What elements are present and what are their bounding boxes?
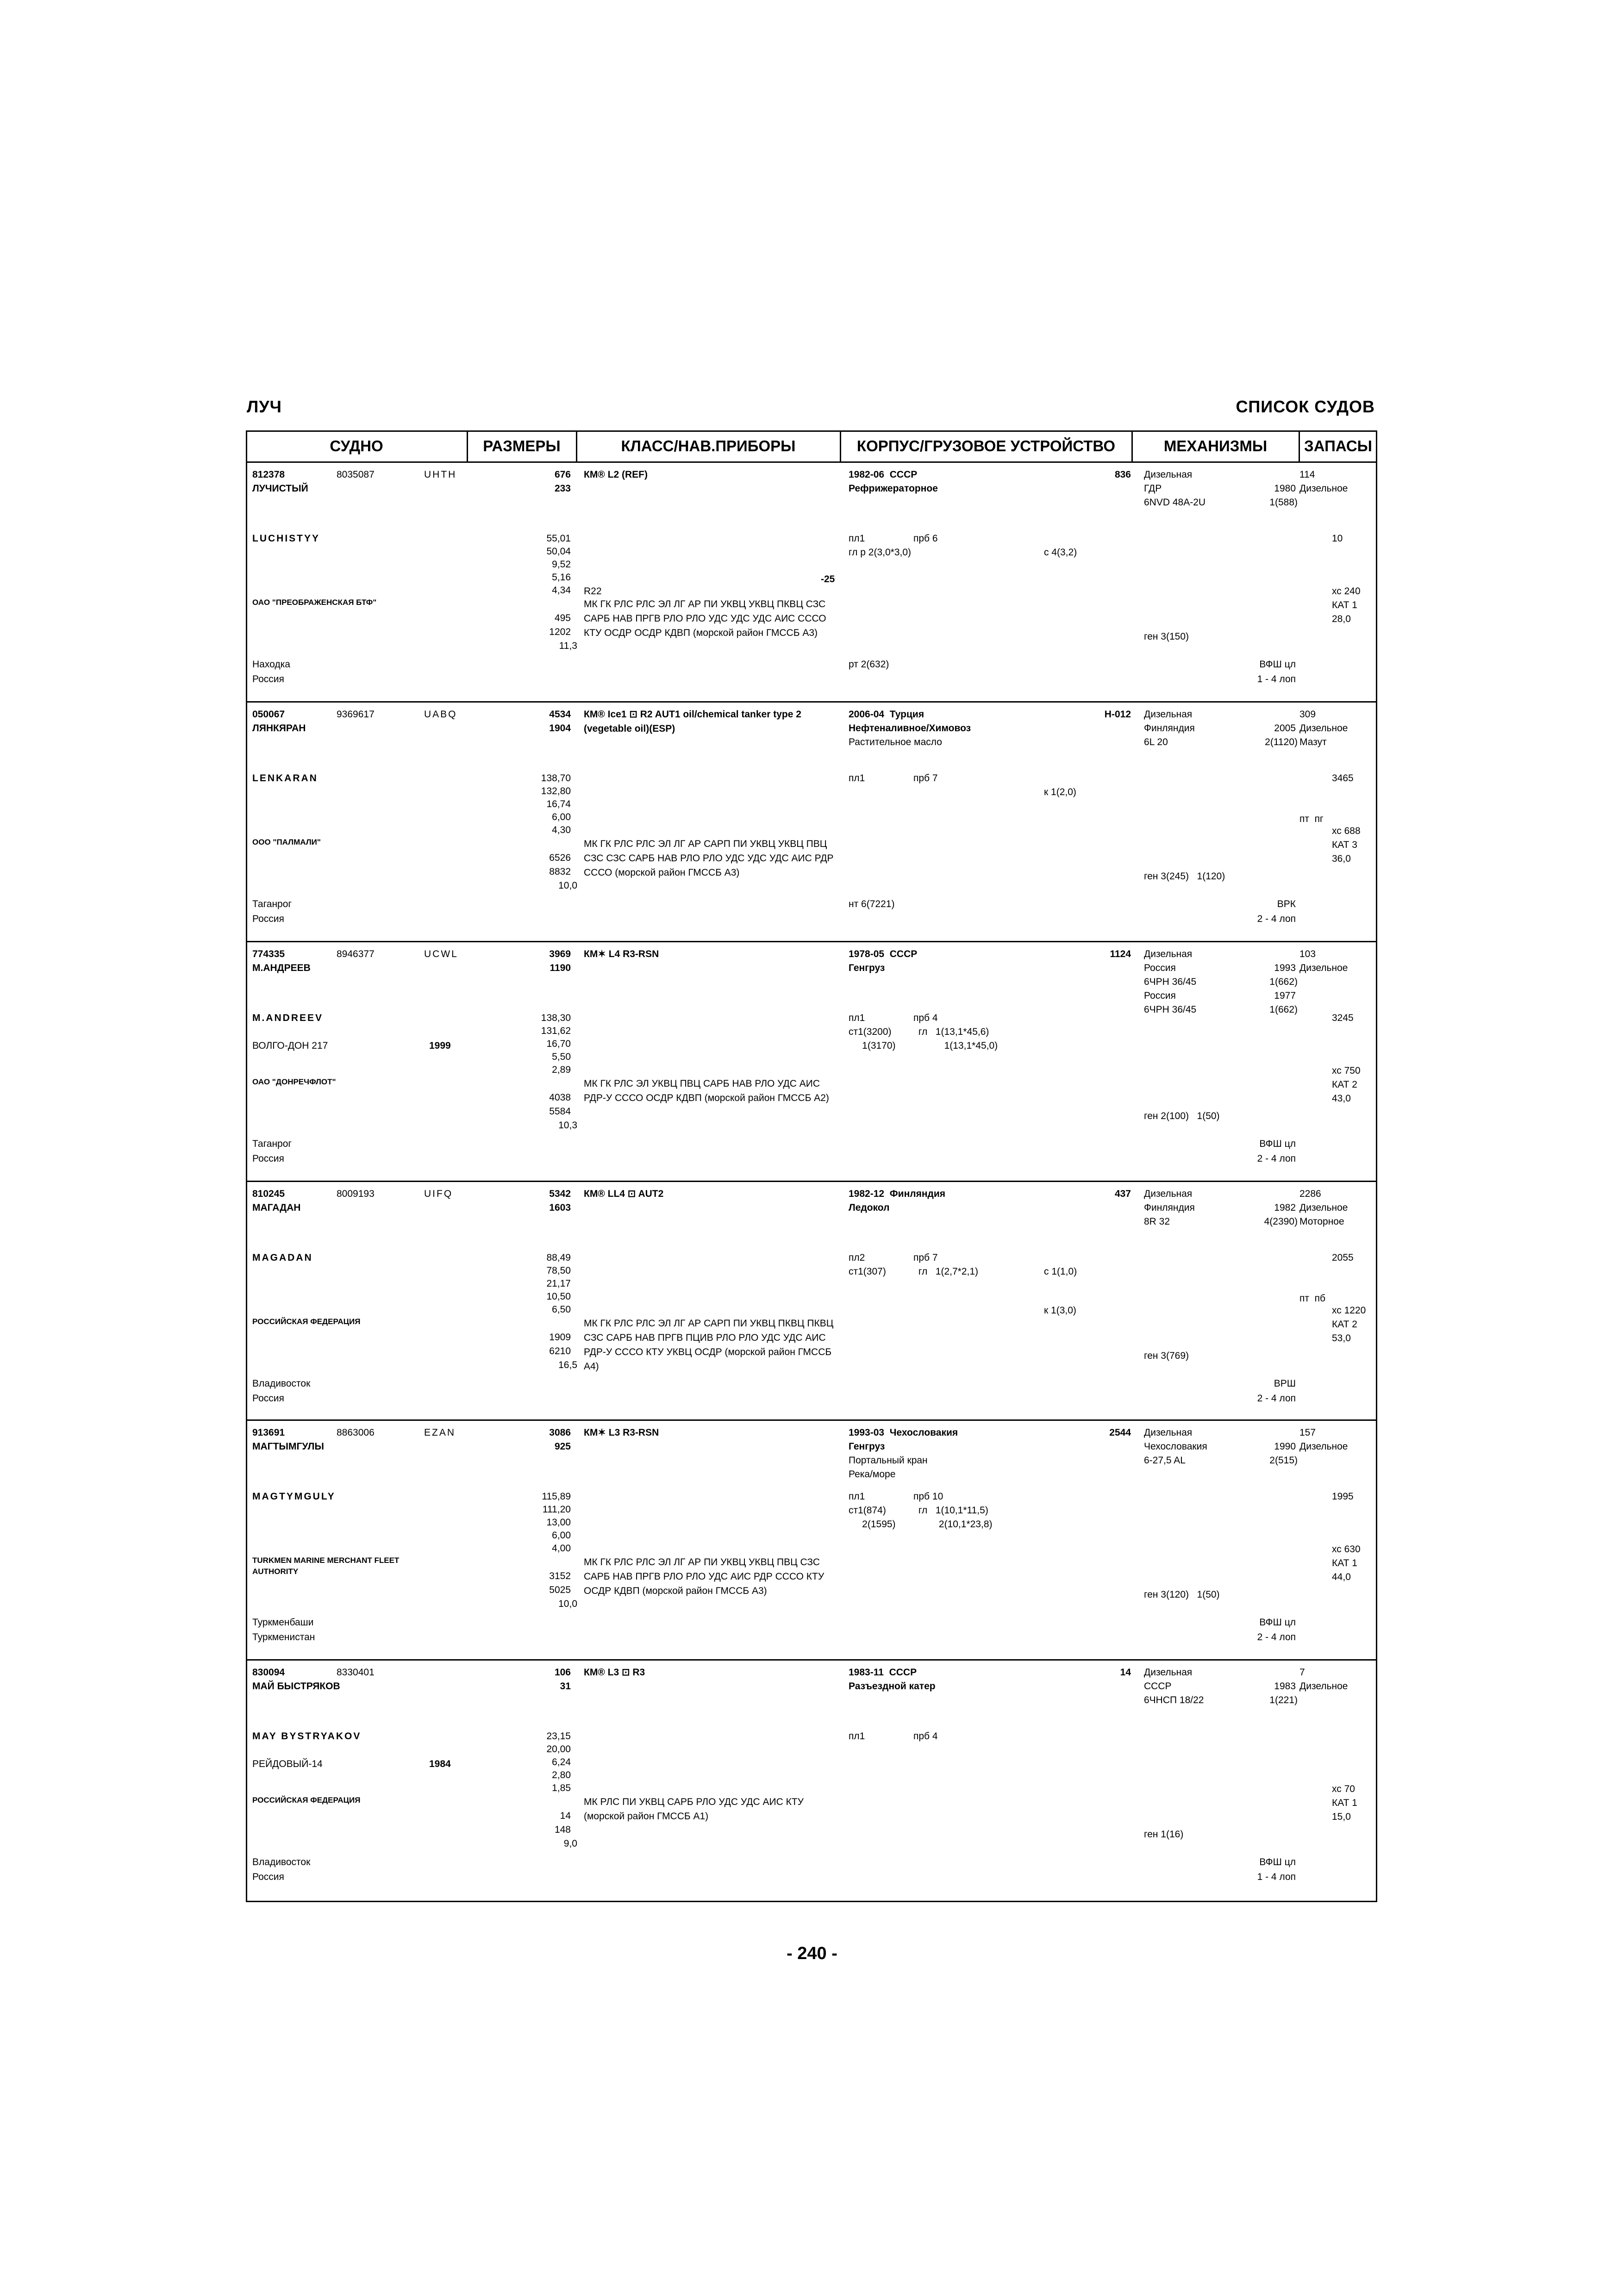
speed: 10,0: [558, 1599, 577, 1609]
dimension-value: 138,30: [541, 1013, 571, 1023]
hull-deck: пл1: [849, 1731, 865, 1742]
hull-bulkheads: прб 6: [913, 533, 938, 544]
flag-country: Россия: [252, 674, 284, 684]
ship-name-latin: LUCHISTYY: [252, 533, 320, 544]
speed: 16,5: [558, 1360, 577, 1370]
hold-temperature: -25: [821, 574, 835, 585]
cargo-gear: к 1(3,0): [1044, 1305, 1076, 1316]
engine-model: 6NVD 48A-2U: [1144, 497, 1206, 508]
tank-capacity: рт 2(632): [849, 659, 889, 670]
net-tonnage: 1904: [549, 723, 571, 734]
engine-model: 6L 20: [1144, 737, 1168, 747]
hull-deck: пл1: [849, 1491, 865, 1502]
rescue-power: хс 1220: [1332, 1305, 1366, 1316]
displacement: 6210: [549, 1346, 571, 1356]
category: КАТ 2: [1332, 1079, 1357, 1090]
endurance: 3465: [1332, 773, 1354, 784]
call-sign: UABQ: [424, 709, 457, 720]
ship-record: [246, 1421, 1377, 1661]
dimension-value: 50,04: [546, 546, 571, 557]
project-number: 437: [1114, 1188, 1131, 1199]
propeller-blades: 1 - 4 лоп: [1257, 1872, 1296, 1882]
cargo-gear: с 1(1,0): [1044, 1266, 1077, 1277]
net-tonnage: 1190: [550, 963, 571, 973]
column-divider: [576, 430, 577, 463]
stores-value: 157: [1299, 1427, 1316, 1438]
imo-number: 8946377: [337, 949, 375, 959]
hull-bulkheads: прб 7: [913, 773, 938, 784]
hull-bulkheads: прб 4: [913, 1731, 938, 1742]
engine-power: 1(588): [1269, 497, 1298, 508]
stores-value: 7: [1299, 1667, 1305, 1678]
home-port: Таганрог: [252, 1139, 292, 1149]
dimension-value: 2,80: [552, 1770, 571, 1780]
net-tonnage: 31: [560, 1681, 571, 1692]
class-notation: КМ® L2 (REF): [584, 469, 648, 480]
engine-country: Чехословакия: [1144, 1441, 1207, 1452]
fuel-type: Дизельное: [1299, 723, 1348, 734]
navigation-equipment: МК РЛС ПИ УКВЦ САРБ РЛО УДС УДС АИС КТУ (морской район ГМССБ А1): [584, 1797, 804, 1822]
hull-bulkheads: прб 4: [913, 1013, 938, 1023]
column-divider: [467, 430, 468, 463]
engine2-year: 1977: [1274, 990, 1296, 1001]
class-notation: КМ® LL4 ⊡ AUT2: [584, 1188, 664, 1199]
home-port: Туркменбаши: [252, 1617, 314, 1628]
dimension-value: 4,30: [552, 825, 571, 835]
category: КАТ 1: [1332, 600, 1357, 610]
gross-tonnage: 5342: [549, 1188, 571, 1199]
propeller: ВФШ цл: [1259, 1857, 1296, 1867]
cargo-holds: ст1(874) гл 1(10,1*11,5): [849, 1505, 988, 1516]
project-number: 1124: [1110, 949, 1131, 959]
project-number: 2544: [1109, 1427, 1131, 1438]
owner: ОАО "ПРЕОБРАЖЕНСКАЯ БТФ": [252, 598, 377, 607]
ship-record: [246, 1661, 1377, 1901]
gross-tonnage: 3086: [549, 1427, 571, 1438]
registry-number: 810245: [252, 1188, 285, 1199]
imo-number: 8863006: [337, 1427, 375, 1438]
stores-value: 2286: [1299, 1188, 1321, 1199]
column-divider: [840, 430, 841, 463]
former-name: РЕЙДОВЫЙ-14: [252, 1759, 323, 1769]
engine-type: Дизельная: [1144, 1667, 1193, 1678]
dimension-value: 20,00: [546, 1744, 571, 1755]
class-notation: КМ® L3 ⊡ R3: [584, 1667, 645, 1678]
call-sign: EZAN: [424, 1427, 456, 1438]
cargo-gear: к 1(2,0): [1044, 787, 1076, 797]
engine-type: Дизельная: [1144, 1188, 1193, 1199]
dimension-value: 88,49: [546, 1252, 571, 1263]
dimension-value: 132,80: [541, 786, 571, 796]
ship-type: Нефтеналивное/Химовоз: [849, 723, 971, 734]
cargo-holds: 1(3170) 1(13,1*45,0): [849, 1040, 998, 1051]
cargo-holds: 2(1595) 2(10,1*23,8): [849, 1519, 993, 1530]
owner: ООО "ПАЛМАЛИ": [252, 838, 321, 846]
autonomy: 36,0: [1332, 853, 1351, 864]
category: КАТ 3: [1332, 840, 1357, 850]
registry-number: 050067: [252, 709, 285, 720]
engine-model: 8R 32: [1144, 1216, 1170, 1227]
stores-value: 114: [1299, 469, 1315, 480]
propeller: ВРШ: [1274, 1378, 1296, 1389]
displacement: 1202: [549, 627, 571, 637]
former-name-year: 1999: [429, 1040, 451, 1051]
fuel-type: Мазут: [1299, 737, 1327, 747]
hull-deck: пл1: [849, 1013, 865, 1023]
propeller-blades: 2 - 4 лоп: [1257, 1393, 1296, 1404]
rescue-power: хс 688: [1332, 826, 1361, 836]
project-number: Н-012: [1104, 709, 1131, 720]
page-number: - 240 -: [787, 1944, 837, 1963]
hull-bulkheads: прб 10: [913, 1491, 943, 1502]
displacement: 8832: [549, 866, 571, 877]
engine-type: Дизельная: [1144, 709, 1193, 720]
ship-type: Генгруз: [849, 963, 885, 973]
engine-power: 2(1120): [1265, 737, 1298, 747]
call-sign: UIFQ: [424, 1188, 453, 1199]
displacement: 148: [554, 1824, 571, 1835]
engine-year: 1982: [1274, 1202, 1296, 1213]
dimension-value: 111,20: [542, 1504, 571, 1515]
dimension-value: 16,74: [546, 799, 571, 809]
propeller-blades: 2 - 4 лоп: [1257, 1632, 1296, 1643]
dimension-value: 55,01: [546, 533, 571, 544]
home-port: Владивосток: [252, 1857, 311, 1867]
ship-name: МАГАДАН: [252, 1202, 301, 1213]
home-port: Владивосток: [252, 1378, 311, 1389]
class-notation: КМ✶ L4 R3-RSN: [584, 949, 659, 959]
ship-type: Ледокол: [849, 1202, 890, 1213]
net-tonnage: 233: [554, 483, 571, 494]
ship-name-latin: LENKARAN: [252, 773, 318, 784]
dimension-value: 78,50: [546, 1265, 571, 1276]
ship-name: МАГТЫМГУЛЫ: [252, 1441, 324, 1452]
navigation-equipment: МК ГК РЛС РЛС ЭЛ ЛГ АР ПИ УКВЦ УКВЦ ПВЦ СЗС САРБ НАВ ПРГВ РЛО РЛО УДС АИС РДР СССО КТУ ОСДР КДВП (морской район ГМССБ А3): [584, 1557, 824, 1596]
cargo-holds: гл р 2(3,0*3,0): [849, 547, 912, 558]
autonomy: 44,0: [1332, 1572, 1351, 1582]
endurance: 3245: [1332, 1013, 1354, 1023]
hull-deck: пл2: [849, 1252, 865, 1263]
engine-type: Дизельная: [1144, 949, 1193, 959]
navigation-equipment: МК ГК РЛС РЛС ЭЛ ЛГ АР САРП ПИ УКВЦ УКВЦ ПВЦ СЗС СЗС САРБ НАВ РЛО РЛО УДС УДС УДС АИС РДР СССО (морской район ГМССБ А3): [584, 839, 834, 878]
column-divider: [1299, 430, 1300, 463]
hull-deck: пл1: [849, 773, 865, 784]
registry-number: 812378: [252, 469, 285, 480]
ship-name-latin: MAY BYSTRYAKOV: [252, 1731, 362, 1742]
engine-year: 1983: [1274, 1681, 1296, 1692]
rescue-power: хс 630: [1332, 1544, 1361, 1555]
hull-bulkheads: прб 7: [913, 1252, 938, 1263]
engine-year: 1993: [1274, 963, 1296, 973]
ship-name-latin: MAGTYMGULY: [252, 1491, 336, 1502]
refrigerant: R22: [584, 586, 602, 597]
dimension-value: 13,00: [546, 1517, 571, 1528]
navigation-equipment: МК ГК РЛС ЭЛ УКВЦ ПВЦ САРБ НАВ РЛО УДС АИС РДР-У СССО ОСДР КДВП (морской район ГМССБ А2): [584, 1078, 829, 1103]
column-header-vessel: СУДНО: [246, 430, 467, 463]
former-name-year: 1984: [429, 1759, 451, 1769]
project-number: 14: [1120, 1667, 1131, 1678]
stores-value: 103: [1299, 949, 1316, 959]
ship-name: ЛУЧИСТЫЙ: [252, 483, 308, 494]
deadweight: 3152: [549, 1571, 571, 1581]
ship-name: МАЙ БЫСТРЯКОВ: [252, 1681, 340, 1692]
column-header-class: КЛАСС/НАВ.ПРИБОРЫ: [576, 430, 840, 463]
endurance: 10: [1332, 533, 1343, 544]
net-tonnage: 925: [554, 1441, 571, 1452]
deadweight: 495: [554, 613, 571, 623]
autonomy: 28,0: [1332, 614, 1351, 624]
registry-number: 774335: [252, 949, 285, 959]
registry-number: 830094: [252, 1667, 285, 1678]
column-header-dimensions: РАЗМЕРЫ: [467, 430, 576, 463]
generators: ген 3(245) 1(120): [1144, 871, 1225, 882]
engine-power: 1(662): [1269, 977, 1298, 987]
dimension-value: 10,50: [546, 1291, 571, 1302]
imo-number: 9369617: [337, 709, 375, 720]
dimension-value: 5,16: [552, 572, 571, 583]
rescue-power: хс 70: [1332, 1784, 1355, 1794]
owner: ОАО "ДОНРЕЧФЛОТ": [252, 1077, 336, 1086]
build-date-country: 1982-06 СССР: [849, 469, 918, 480]
autonomy: 15,0: [1332, 1811, 1351, 1822]
column-header-machinery: МЕХАНИЗМЫ: [1132, 430, 1299, 463]
cargo-holds: ст1(3200) гл 1(13,1*45,6): [849, 1027, 989, 1037]
cargo-holds: ст1(307) гл 1(2,7*2,1): [849, 1266, 979, 1277]
engine2-country: Россия: [1144, 990, 1176, 1001]
running-header-right: СПИСОК СУДОВ: [1236, 397, 1375, 416]
build-date-country: 1978-05 СССР: [849, 949, 918, 959]
dimension-value: 6,50: [552, 1304, 571, 1315]
speed: 10,3: [558, 1120, 577, 1131]
call-sign: UCWL: [424, 949, 458, 959]
engine-power: 1(221): [1269, 1695, 1298, 1705]
engine-model: 6ЧРН 36/45: [1144, 977, 1197, 987]
ship-type: Разъездной катер: [849, 1681, 936, 1692]
dimension-value: 5,50: [552, 1052, 571, 1062]
engine-country: СССР: [1144, 1681, 1172, 1692]
ship-name: М.АНДРЕЕВ: [252, 963, 311, 973]
displacement: 5025: [549, 1585, 571, 1595]
displacement: 5584: [549, 1106, 571, 1117]
column-header-stores: ЗАПАСЫ: [1299, 430, 1377, 463]
deadweight: 14: [560, 1811, 571, 1821]
flag-country: Россия: [252, 1393, 284, 1404]
dimension-value: 9,52: [552, 559, 571, 570]
dimension-value: 6,00: [552, 1530, 571, 1541]
engine-country: Финляндия: [1144, 1202, 1195, 1213]
running-header-left: ЛУЧ: [247, 397, 282, 416]
engine-year: 1990: [1274, 1441, 1296, 1452]
autonomy: 43,0: [1332, 1093, 1351, 1104]
generators: ген 3(120) 1(50): [1144, 1589, 1220, 1600]
build-date-country: 1993-03 Чехословакия: [849, 1427, 958, 1438]
net-tonnage: 1603: [549, 1202, 571, 1213]
imo-number: 8035087: [337, 469, 375, 480]
ship-name-latin: MAGADAN: [252, 1252, 313, 1263]
imo-number: 8009193: [337, 1188, 375, 1199]
cargo-gear: с 4(3,2): [1044, 547, 1077, 558]
ship-record: [246, 1182, 1377, 1421]
owner: TURKMEN MARINE MERCHANT FLEET AUTHORITY: [252, 1556, 400, 1576]
rescue-power: хс 750: [1332, 1065, 1361, 1076]
engine-country: ГДР: [1144, 483, 1162, 494]
fuel-type: Дизельное: [1299, 963, 1348, 973]
ship-subtype: Растительное масло: [849, 737, 942, 747]
fuel-type: Дизельное: [1299, 483, 1348, 494]
propeller: ВФШ цл: [1259, 659, 1296, 670]
dimension-value: 131,62: [541, 1026, 571, 1036]
owner: РОССИЙСКАЯ ФЕДЕРАЦИЯ: [252, 1317, 361, 1326]
generators: ген 1(16): [1144, 1829, 1184, 1840]
speed: 10,0: [558, 880, 577, 891]
speed: 11,3: [559, 641, 577, 651]
dimension-value: 6,00: [552, 812, 571, 822]
flag-country: Туркменистан: [252, 1632, 315, 1643]
category: КАТ 1: [1332, 1798, 1357, 1808]
home-port: Находка: [252, 659, 290, 670]
engine-model: 6-27,5 AL: [1144, 1455, 1186, 1466]
dimension-value: 4,34: [552, 585, 571, 596]
class-notation: КМ® Ice1 ⊡ R2 AUT1 oil/chemical tanker type 2 (vegetable oil)(ESP): [584, 709, 801, 734]
ship-record: [246, 942, 1377, 1182]
call-sign: UHTH: [424, 469, 457, 480]
owner: РОССИЙСКАЯ ФЕДЕРАЦИЯ: [252, 1796, 361, 1804]
navigation-equipment: МК ГК РЛС РЛС ЭЛ ЛГ АР ПИ УКВЦ УКВЦ ПКВЦ СЗС САРБ НАВ ПРГВ РЛО РЛО УДС УДС УДС АИС СССО КТУ ОСДР ОСДР КДВП (морской район ГМССБ А3): [584, 599, 826, 638]
propeller-blades: 1 - 4 лоп: [1257, 674, 1296, 684]
registry-number: 913691: [252, 1427, 285, 1438]
stores-notes: пт пг: [1299, 814, 1324, 824]
build-date-country: 2006-04 Турция: [849, 709, 924, 720]
propeller: ВРК: [1277, 899, 1296, 909]
ship-record: [246, 703, 1377, 942]
navigation-equipment: МК ГК РЛС РЛС ЭЛ ЛГ АР САРП ПИ УКВЦ ПКВЦ ПКВЦ СЗС САРБ НАВ ПРГВ ПЦИВ РЛО РЛО УДС УДС АИС РДР-У СССО КТУ УКВЦ ОСДР (морской район ГМССБ А4): [584, 1318, 834, 1372]
endurance: 1995: [1332, 1491, 1354, 1502]
column-header-hull: КОРПУС/ГРУЗОВОЕ УСТРОЙСТВО: [840, 430, 1132, 463]
hull-deck: пл1: [849, 533, 865, 544]
engine-model: 6ЧНСП 18/22: [1144, 1695, 1204, 1705]
dimension-value: 23,15: [546, 1731, 571, 1742]
ship-name-latin: M.ANDREEV: [252, 1013, 324, 1023]
ship-subtype: Портальный кран: [849, 1455, 928, 1466]
imo-number: 8330401: [337, 1667, 375, 1678]
ship-type: Генгруз: [849, 1441, 885, 1452]
column-divider: [1131, 430, 1133, 463]
engine-country: Россия: [1144, 963, 1176, 973]
propeller: ВФШ цл: [1259, 1139, 1296, 1149]
deadweight: 1909: [549, 1332, 571, 1343]
flag-country: Россия: [252, 1153, 284, 1164]
engine-power: 4(2390): [1264, 1216, 1298, 1227]
autonomy: 53,0: [1332, 1333, 1351, 1344]
stores-notes: пт пб: [1299, 1293, 1326, 1304]
category: КАТ 2: [1332, 1319, 1357, 1330]
flag-country: Россия: [252, 914, 284, 924]
ship-name: ЛЯНКЯРАН: [252, 723, 306, 734]
category: КАТ 1: [1332, 1558, 1357, 1568]
engine-power: 2(515): [1269, 1455, 1298, 1466]
dimension-value: 138,70: [541, 773, 571, 784]
build-date-country: 1982-12 Финляндия: [849, 1188, 946, 1199]
gross-tonnage: 4534: [549, 709, 571, 720]
generators: ген 3(769): [1144, 1350, 1189, 1361]
ship-record: [246, 463, 1377, 703]
generators: ген 2(100) 1(50): [1144, 1111, 1220, 1121]
engine-type: Дизельная: [1144, 1427, 1193, 1438]
propeller-blades: 2 - 4 лоп: [1257, 914, 1296, 924]
dimension-value: 21,17: [546, 1278, 571, 1289]
fuel-type: Дизельное: [1299, 1681, 1348, 1692]
gross-tonnage: 3969: [549, 949, 571, 959]
fuel-type: Дизельное: [1299, 1441, 1348, 1452]
engine-country: Финляндия: [1144, 723, 1195, 734]
project-number: 836: [1114, 469, 1131, 480]
dimension-value: 1,85: [552, 1783, 571, 1793]
build-date-country: 1983-11 СССР: [849, 1667, 917, 1678]
speed: 9,0: [563, 1838, 577, 1849]
propeller: ВФШ цл: [1259, 1617, 1296, 1628]
engine-type: Дизельная: [1144, 469, 1193, 480]
fuel-type: Дизельное: [1299, 1202, 1348, 1213]
dimension-value: 6,24: [552, 1757, 571, 1767]
deadweight: 4038: [549, 1092, 571, 1103]
propeller-blades: 2 - 4 лоп: [1257, 1153, 1296, 1164]
home-port: Таганрог: [252, 899, 292, 909]
engine2-model: 6ЧРН 36/45: [1144, 1004, 1197, 1015]
tank-capacity: нт 6(7221): [849, 899, 895, 909]
former-name: ВОЛГО-ДОН 217: [252, 1040, 328, 1051]
deadweight: 6526: [549, 852, 571, 863]
generators: ген 3(150): [1144, 631, 1189, 642]
stores-value: 309: [1299, 709, 1316, 720]
dimension-value: 4,00: [552, 1543, 571, 1554]
engine-year: 1980: [1274, 483, 1296, 494]
dimension-value: 115,89: [542, 1491, 571, 1502]
gross-tonnage: 106: [554, 1667, 571, 1678]
endurance: 2055: [1332, 1252, 1354, 1263]
ship-subtype: Река/море: [849, 1469, 896, 1480]
dimension-value: 2,89: [552, 1064, 571, 1075]
class-notation: КМ✶ L3 R3-RSN: [584, 1427, 659, 1438]
engine-year: 2005: [1274, 723, 1296, 734]
gross-tonnage: 676: [554, 469, 571, 480]
rescue-power: хс 240: [1332, 586, 1361, 597]
fuel-type: Моторное: [1299, 1216, 1344, 1227]
dimension-value: 16,70: [546, 1039, 571, 1049]
ship-type: Рефрижераторное: [849, 483, 938, 494]
flag-country: Россия: [252, 1872, 284, 1882]
engine2-power: 1(662): [1269, 1004, 1298, 1015]
